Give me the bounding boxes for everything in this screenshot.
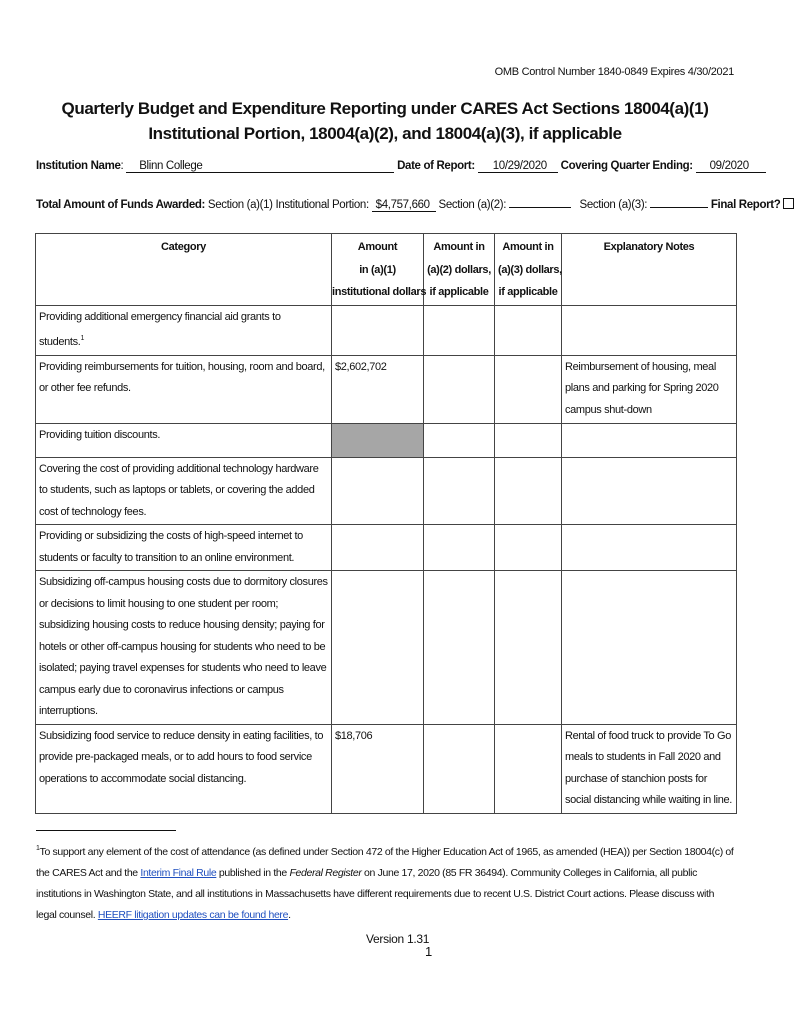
footnote-number: 1	[36, 845, 40, 852]
cell-amount-a2[interactable]	[424, 525, 495, 571]
section-a1-value: $4,757,660	[375, 199, 430, 211]
cell-amount-a3[interactable]	[495, 724, 562, 813]
section-a1-field[interactable]	[372, 199, 436, 212]
footnote	[36, 838, 736, 926]
footnote-divider	[36, 830, 176, 831]
cell-amount-a3[interactable]	[495, 423, 562, 457]
row-category: Subsidizing off-campus housing costs due to dormitory closures or decisions to limit housing to one student per room; subsidizing housing costs to reduce housing density; paying for hotels or other off-campus housing for students who need to be isolated; paying travel expenses for students who need to leave campus early due to coronavirus infections or campus interruptions.	[36, 571, 332, 725]
header-explanatory-notes: Explanatory Notes	[562, 234, 737, 306]
row-category: Providing or subsidizing the costs of high-speed internet to students or faculty to transition to an online environment.	[36, 525, 332, 571]
date-of-report-value: 10/29/2020	[492, 160, 547, 172]
cell-amount-a1-shaded	[332, 423, 424, 457]
cell-amount-a3[interactable]	[495, 355, 562, 423]
federal-register-italic: Federal Register	[289, 867, 362, 879]
cell-amount-a1[interactable]	[332, 525, 424, 571]
date-of-report-label: Date of Report:	[397, 160, 475, 172]
date-of-report-field[interactable]	[478, 160, 558, 173]
budget-table	[35, 233, 737, 814]
footnote-text-4: .	[288, 909, 291, 921]
header-a2-line1: Amount in	[433, 241, 485, 253]
section-a3-label: Section (a)(3):	[579, 199, 648, 211]
cell-notes[interactable]	[562, 423, 737, 457]
section-a3-field[interactable]	[650, 195, 708, 208]
institution-name-label: Institution Name	[36, 160, 121, 172]
row-category	[36, 305, 332, 355]
header-amount-a2	[424, 234, 495, 306]
institution-info-row	[36, 160, 766, 173]
table-row	[36, 525, 737, 571]
category-text: Providing additional emergency financial aid grants to students.	[39, 310, 281, 348]
row-category: Subsidizing food service to reduce density in eating facilities, to provide pre-packaged meals, or to add hours to food service operations to accommodate social distancing.	[36, 724, 332, 813]
cell-amount-a2[interactable]	[424, 571, 495, 725]
table-row	[36, 423, 737, 457]
table-header-row	[36, 234, 737, 306]
cell-amount-a2[interactable]	[424, 423, 495, 457]
header-category: Category	[36, 234, 332, 306]
covering-quarter-field[interactable]	[696, 160, 766, 173]
institution-name-colon: :	[120, 160, 124, 172]
row-category: Covering the cost of providing additional technology hardware to students, such as laptops or tablets, or covering the added cost of technology fees.	[36, 457, 332, 525]
footnote-text-1: To support any element of the cost of attendance (as defined under Section 472 of the Higher Education Act of 1965, as amended (HEA)) per Section 18004(c) of the CARES Act and the	[36, 846, 734, 879]
header-a3-line1: Amount in	[502, 241, 554, 253]
covering-quarter-label: Covering Quarter Ending:	[560, 160, 693, 172]
cell-amount-a2[interactable]	[424, 305, 495, 355]
cell-notes[interactable]: Rental of food truck to provide To Go meals to students in Fall 2020 and purchase of stanchion posts for social distancing while waiting in line.	[562, 724, 737, 813]
header-a1-line1: Amount	[357, 241, 398, 253]
row-category: Providing tuition discounts.	[36, 423, 332, 457]
cell-amount-a1[interactable]	[332, 571, 424, 725]
cell-amount-a1[interactable]: $18,706	[332, 724, 424, 813]
omb-control-number: OMB Control Number 1840-0849 Expires 4/30/2021	[494, 66, 734, 78]
cell-amount-a3[interactable]	[495, 525, 562, 571]
cell-notes[interactable]	[562, 571, 737, 725]
cell-amount-a1[interactable]: $2,602,702	[332, 355, 424, 423]
cell-notes[interactable]: Reimbursement of housing, meal plans and parking for Spring 2020 campus shut-down	[562, 355, 737, 423]
institution-name-value: Blinn College	[139, 160, 203, 172]
section-a1-label: Section (a)(1) Institutional Portion:	[207, 199, 369, 211]
cell-amount-a3[interactable]	[495, 457, 562, 525]
table-row	[36, 457, 737, 525]
funds-awarded-label: Total Amount of Funds Awarded:	[36, 199, 206, 211]
cell-amount-a2[interactable]	[424, 724, 495, 813]
header-a2-line3: if applicable	[429, 286, 489, 298]
page-title: Quarterly Budget and Expenditure Reporting under CARES Act Sections 18004(a)(1) Institutional Portion, 18004(a)(2), and 18004(a)(3), if applicable	[61, 99, 709, 143]
cell-amount-a1[interactable]	[332, 457, 424, 525]
footnote-ref: 1	[80, 335, 85, 342]
row-category: Providing reimbursements for tuition, housing, room and board, or other fee refunds.	[36, 355, 332, 423]
section-a2-field[interactable]	[509, 195, 571, 208]
cell-notes[interactable]	[562, 457, 737, 525]
cell-amount-a2[interactable]	[424, 355, 495, 423]
table-row	[36, 724, 737, 813]
covering-quarter-value: 09/2020	[709, 160, 749, 172]
final-report-label: Final Report?	[710, 199, 781, 211]
section-a2-label: Section (a)(2):	[438, 199, 507, 211]
table-row	[36, 355, 737, 423]
institution-name-field[interactable]	[126, 160, 394, 173]
heerf-litigation-link[interactable]: HEERF litigation updates can be found here	[97, 909, 289, 921]
header-amount-a1	[332, 234, 427, 306]
cell-notes[interactable]	[562, 525, 737, 571]
final-report-checkbox-icon[interactable]	[783, 198, 794, 209]
cell-amount-a3[interactable]	[495, 305, 562, 355]
page-number: 1	[425, 944, 433, 959]
cell-amount-a3[interactable]	[495, 571, 562, 725]
header-a1-line3: institutional dollars	[332, 286, 427, 298]
header-a3-line2: (a)(3) dollars,	[498, 263, 562, 276]
cell-notes[interactable]	[562, 305, 737, 355]
cell-amount-a1[interactable]	[332, 305, 424, 355]
footnote-text-2: published in the	[216, 867, 290, 879]
header-a2-line2: (a)(2) dollars,	[427, 263, 491, 276]
version-label: Version 1.31	[366, 932, 430, 946]
table-row	[36, 305, 737, 355]
table-row	[36, 571, 737, 725]
interim-final-rule-link[interactable]: Interim Final Rule	[140, 867, 217, 879]
footnote-text-3: on June 17, 2020 (85 FR 36494). Community Colleges in California, all public institutions in Washington State, and all institutions in Massachusetts have different requirements due to recent U.S. District Court actions. Please discuss with legal counsel.	[36, 867, 715, 921]
header-a3-line3: if applicable	[498, 286, 558, 298]
header-amount-a3	[495, 234, 562, 306]
funds-awarded-row	[36, 195, 794, 212]
cell-amount-a2[interactable]	[424, 457, 495, 525]
header-a1-line2: in (a)(1)	[359, 263, 396, 276]
